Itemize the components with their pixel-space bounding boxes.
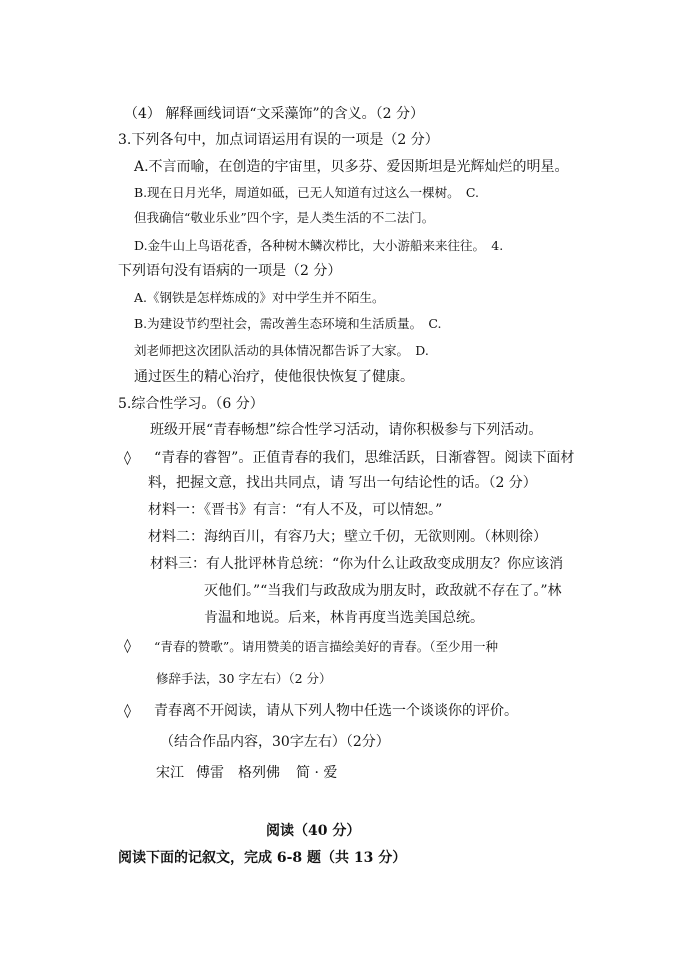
part-2-marker: ◊ [124, 638, 131, 654]
part-2-line-2: 修辞手法，30 字左右）（2 分） [156, 671, 332, 686]
part-3-marker: ◊ [124, 703, 131, 719]
question-3-option-b: B.现在日月光华，周道如砥，已无人知道有过这么一棵树。 C. [134, 185, 480, 200]
material-1: 材料一：《晋书》有言：“有人不及，可以情恕。” [148, 502, 443, 518]
part-1-line-2: 料，把握文意，找出共同点，请 写出一句结论性的话。（2 分） [148, 475, 537, 491]
part-2-line-1: “青春的赞歌”。请用赞美的语言描绘美好的青春。（至少用一种 [154, 639, 499, 654]
reading-section-title: 阅读（40 分） [266, 823, 361, 839]
question-3-option-d: D.金牛山上鸟语花香，各种树木鳞次栉比，大小游船来来往往。 4. [134, 238, 504, 253]
person-name-1: 宋江 [156, 765, 184, 781]
person-name-3: 格列佛 [238, 765, 280, 781]
question-3-stem: 3.下列各句中，加点词语运用有误的一项是（2 分） [118, 132, 439, 148]
question-4-option-c: 刘老师把这次团队活动的具体情况都告诉了大家。 D. [134, 343, 429, 358]
part-1-marker: ◊ [124, 450, 131, 466]
part-3-line-2: （结合作品内容，30字左右）（2分） [160, 734, 390, 750]
question-5-stem: 5.综合性学习。（6 分） [118, 396, 264, 412]
material-3-line-2: 灭他们。”“当我们与政敌成为朋友时，政敌就不存在了。”林 [204, 583, 562, 599]
material-3-line-3: 肯温和地说。后来，林肯再度当选美国总统。 [204, 610, 484, 626]
question-4-option-a: A.《钢铁是怎样炼成的》对中学生并不陌生。 [134, 290, 385, 305]
part-3-line-1: 青春离不开阅读，请从下列人物中任选一个谈谈你的评价。 [154, 703, 518, 719]
question-5-intro: 班级开展“青春畅想”综合性学习活动，请你积极参与下列活动。 [150, 422, 543, 438]
reading-instruction: 阅读下面的记叙文，完成 6-8 题（共 13 分） [118, 850, 407, 866]
person-name-4: 简 · 爱 [296, 765, 338, 781]
person-name-2: 傅雷 [196, 765, 224, 781]
material-2: 材料二：海纳百川，有容乃大；壁立千仞，无欲则刚。（林则徐） [148, 529, 547, 545]
question-4-stem: 下列语句没有语病的一项是（2 分） [118, 263, 342, 279]
question-3-option-a: A.不言而喻，在创造的宇宙里，贝多芬、爱因斯坦是光辉灿烂的明星。 [134, 159, 569, 175]
question-4-option-b: B.为建设节约型社会，需改善生态环境和生活质量。 C. [134, 316, 442, 331]
question-2-part-4: （4） 解释画线词语“文采藻饰”的含义。（2 分） [124, 106, 425, 122]
question-4-option-d: 通过医生的精心治疗，使他很快恢复了健康。 [134, 369, 414, 385]
part-1-line-1: “青春的睿智”。正值青春的我们，思维活跃，日渐睿智。阅读下面材 [154, 450, 575, 466]
material-3-line-1: 材料三：有人批评林肯总统：“你为什么让政敌变成朋友？你应该消 [150, 556, 564, 572]
question-3-option-c: 但我确信“敬业乐业”四个字，是人类生活的不二法门。 [134, 210, 435, 225]
